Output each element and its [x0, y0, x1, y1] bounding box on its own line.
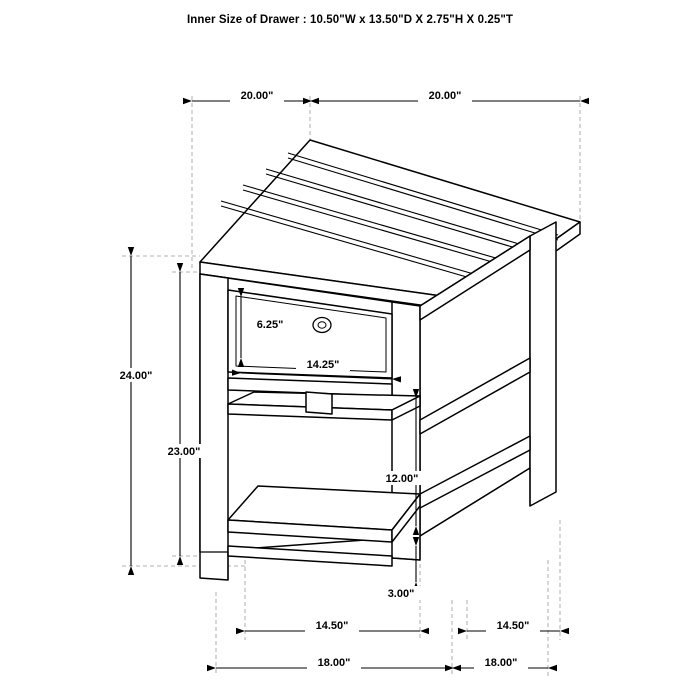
dim-top-right-width: 20.00"	[428, 90, 462, 102]
dim-drawer-width: 14.25"	[306, 359, 340, 371]
dim-leg-clearance: 3.00"	[387, 588, 415, 600]
dim-top-left-width: 20.00"	[240, 90, 274, 102]
dim-shelf-right-width: 14.50"	[496, 620, 530, 632]
dim-drawer-height: 6.25"	[256, 319, 284, 331]
page-title: Inner Size of Drawer : 10.50"W x 13.50"D X 2.75"H X 0.25"T	[186, 14, 514, 26]
dim-overall-height: 24.00"	[119, 370, 153, 382]
dim-side-height: 23.00"	[167, 446, 201, 458]
table-outline	[200, 140, 580, 580]
dim-shelf-left-width: 14.50"	[315, 620, 349, 632]
dim-base-right-width: 18.00"	[484, 657, 518, 669]
dim-shelf-gap: 12.00"	[385, 473, 419, 485]
dim-base-left-width: 18.00"	[317, 657, 351, 669]
